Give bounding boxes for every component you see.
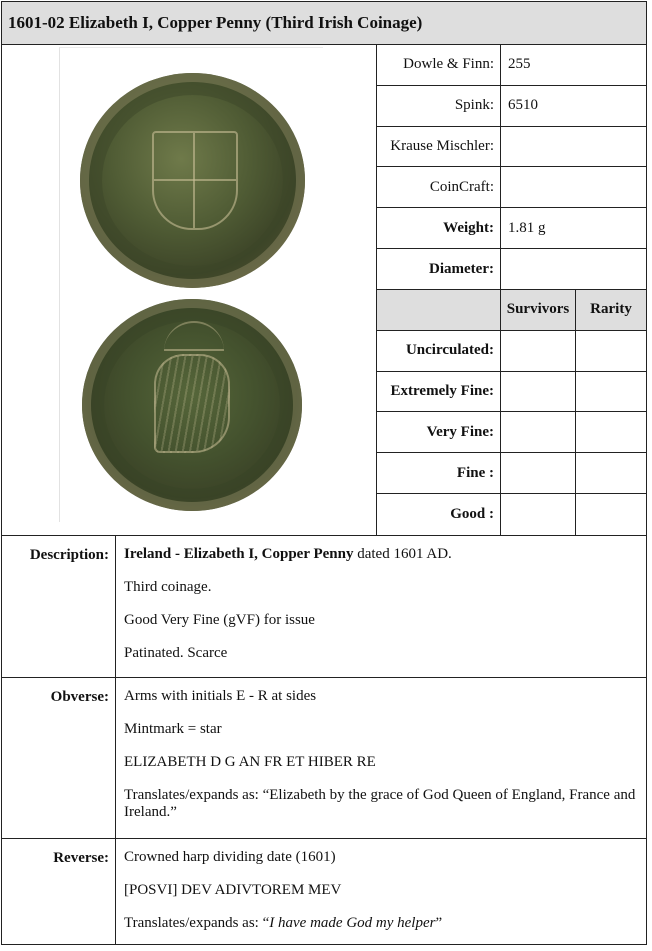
coin-reverse-image [82,299,302,511]
ref-value: 6510 [508,97,538,114]
description-title: Ireland - Elizabeth I, Copper Penny [124,546,354,562]
grades-header-blank [377,290,501,330]
grade-label: Extremely Fine: [377,372,501,412]
obverse-line-3: ELIZABETH D G AN FR ET HIBER RE [124,754,376,770]
rarity-value [576,412,646,452]
reverse-translation-suffix: ” [435,915,443,931]
description-line-3: Good Very Fine (gVF) for issue [124,612,315,628]
reverse-translation: I have made God my helper [269,915,436,931]
obverse-label: Obverse: [2,678,116,838]
ref-row-spink [377,86,646,127]
obverse-line-1: Arms with initials E - R at sides [124,688,317,704]
reverse-line-1: Crowned harp dividing date (1601) [124,849,336,865]
top-section [2,45,646,536]
survivors-value [501,331,576,371]
reverse-body [116,839,646,944]
harp-icon [154,354,230,453]
ref-row-diameter [377,249,646,290]
rarity-value [576,331,646,371]
ref-value [501,167,646,207]
rarity-value [576,453,646,493]
description-date: dated 1601 AD. [353,546,452,562]
ref-value: 1.81 g [508,219,546,236]
reverse-translation-prefix: Translates/expands as: “ [124,915,270,931]
grades-header-row [377,290,646,331]
coin-image-cell [2,45,377,535]
ref-value [501,249,646,289]
ref-row-weight [377,208,646,249]
ref-value [501,127,646,167]
survivors-value [501,412,576,452]
description-line-2: Third coinage. [124,579,212,595]
description-body [116,536,646,677]
description-line-1 [124,546,642,563]
grade-row-extremely-fine [377,372,646,413]
obverse-line-4: Translates/expands as: “Elizabeth by the grace of God Queen of England, France and Ireland.” [124,787,636,820]
coin-photo [59,47,323,522]
grade-row-fine [377,453,646,494]
grade-label: Fine : [377,453,501,493]
grade-row-uncirculated [377,331,646,372]
coin-obverse-image [80,73,305,288]
shield-arms-icon [152,131,238,230]
rarity-value [576,494,646,535]
ref-label: Dowle & Finn: [377,45,501,85]
reference-table [377,45,646,535]
grade-row-very-fine [377,412,646,453]
coin-record-table [1,1,647,945]
grade-label: Uncirculated: [377,331,501,371]
ref-label: Krause Mischler: [377,127,501,167]
ref-row-coincraft [377,167,646,208]
rarity-header: Rarity [590,301,632,318]
obverse-line-2: Mintmark = star [124,721,222,737]
crown-icon [164,321,224,351]
obverse-body [116,678,646,838]
ref-label: Weight: [377,208,501,248]
survivors-value [501,494,576,535]
survivors-value [501,372,576,412]
ref-label: Spink: [377,86,501,126]
reverse-row [2,839,646,944]
grade-label: Very Fine: [377,412,501,452]
survivors-header: Survivors [501,290,576,330]
ref-row-dowle-finn [377,45,646,86]
reverse-line-3 [124,915,642,932]
ref-value: 255 [508,56,531,73]
ref-label: Diameter: [377,249,501,289]
record-title: 1601-02 Elizabeth I, Copper Penny (Third Irish Coinage) [2,2,646,45]
reverse-label: Reverse: [2,839,116,944]
description-label: Description: [2,536,116,677]
rarity-value [576,372,646,412]
reverse-line-2: [POSVI] DEV ADIVTOREM MEV [124,882,342,898]
ref-label: CoinCraft: [377,167,501,207]
description-row [2,536,646,678]
ref-row-krause-mischler [377,127,646,168]
grade-label: Good : [377,494,501,535]
grade-row-good [377,494,646,535]
description-line-4: Patinated. Scarce [124,645,228,661]
survivors-value [501,453,576,493]
obverse-row [2,678,646,839]
